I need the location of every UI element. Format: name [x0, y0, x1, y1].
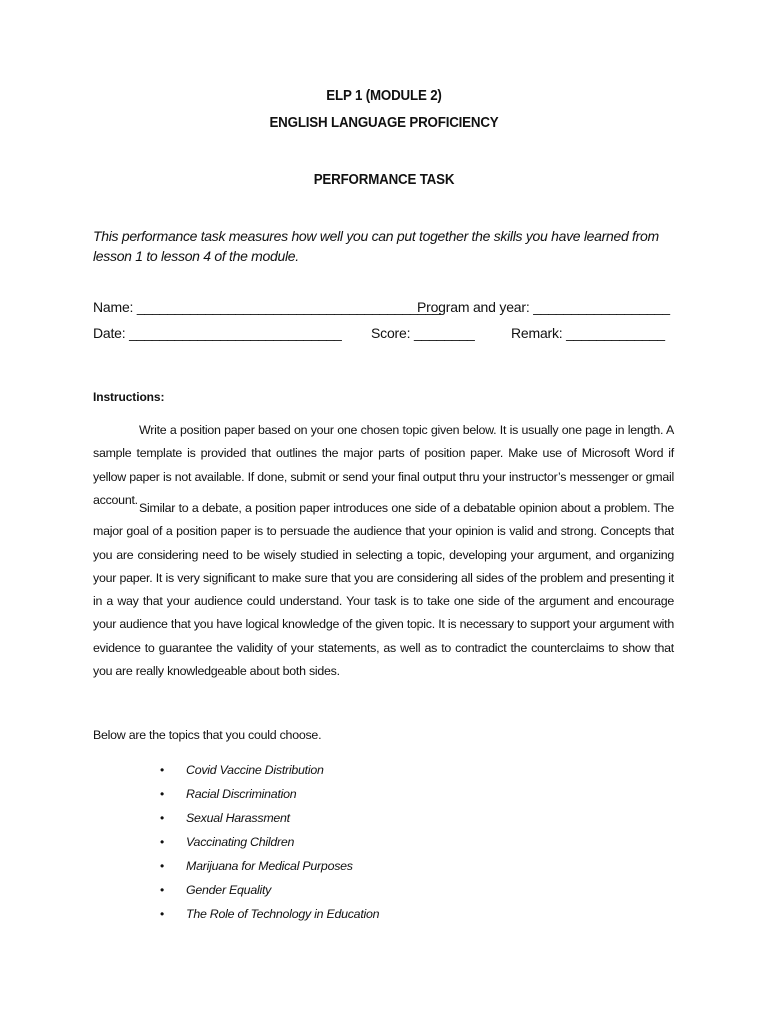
topic-list [0, 760, 768, 928]
score-field[interactable]: Score: ________ [371, 325, 475, 341]
topic-label: The Role of Technology in Education [186, 907, 380, 921]
bullet-icon: • [160, 787, 165, 801]
list-item [0, 832, 768, 856]
intro-paragraph: This performance task measures how well you can put together the skills you have learned from lesson 1 to lesson 4 of the module. [93, 228, 659, 264]
topics-intro: Below are the topics that you could choose. [93, 728, 322, 742]
topic-label: Racial Discrimination [186, 787, 297, 801]
name-field[interactable]: Name: ________________________________________ [93, 299, 441, 315]
list-item [0, 808, 768, 832]
date-field[interactable]: Date: ____________________________ [93, 325, 342, 341]
module-title: ELP 1 (MODULE 2) [326, 88, 442, 104]
instructions-paragraph-2: Similar to a debate, a position paper introduces one side of a debatable opinion about a problem. The major goal of a position paper is to persuade the audience that your opinion is valid and strong. Concepts that you are considering need to be wisely studied in selecting a topic, developing your argument, and organizing your paper. It is very significant to make sure that you are considering all sides of the problem and presenting it in a way that your audience could understand. Your task is to take one side of the argument and encourage your audience that you have logical knowledge of the given topic. It is necessary to support your argument with evidence to guarantee the validity of your statements, as well as to contradict the counterclaims to show that you are really knowledgeable about both sides. [93, 501, 674, 679]
task-title: PERFORMANCE TASK [313, 172, 455, 188]
bullet-icon: • [160, 811, 165, 825]
bullet-icon: • [160, 835, 165, 849]
bullet-icon: • [160, 907, 165, 921]
bullet-icon: • [160, 763, 165, 777]
list-item [0, 784, 768, 808]
remark-field[interactable]: Remark: _____________ [511, 325, 665, 341]
program-year-field[interactable]: Program and year: __________________ [417, 299, 670, 315]
topic-label: Gender Equality [186, 883, 272, 897]
course-title: ENGLISH LANGUAGE PROFICIENCY [269, 115, 499, 131]
list-item [0, 904, 768, 928]
list-item [0, 856, 768, 880]
instructions-paragraph-1: Write a position paper based on your one chosen topic given below. It is usually one page in length. A sample template is provided that outlines the major parts of position paper. Make use of Microsoft Word if yellow paper is not available. If done, submit or send your final output thru your instructor’s messenger or gmail account. [93, 423, 674, 507]
list-item [0, 880, 768, 904]
topic-label: Sexual Harassment [186, 811, 290, 825]
bullet-icon: • [160, 859, 165, 873]
topic-label: Marijuana for Medical Purposes [186, 859, 353, 873]
list-item [0, 760, 768, 784]
topic-label: Vaccinating Children [186, 835, 295, 849]
bullet-icon: • [160, 883, 165, 897]
instructions-title: Instructions: [93, 390, 165, 404]
topic-label: Covid Vaccine Distribution [186, 763, 324, 777]
